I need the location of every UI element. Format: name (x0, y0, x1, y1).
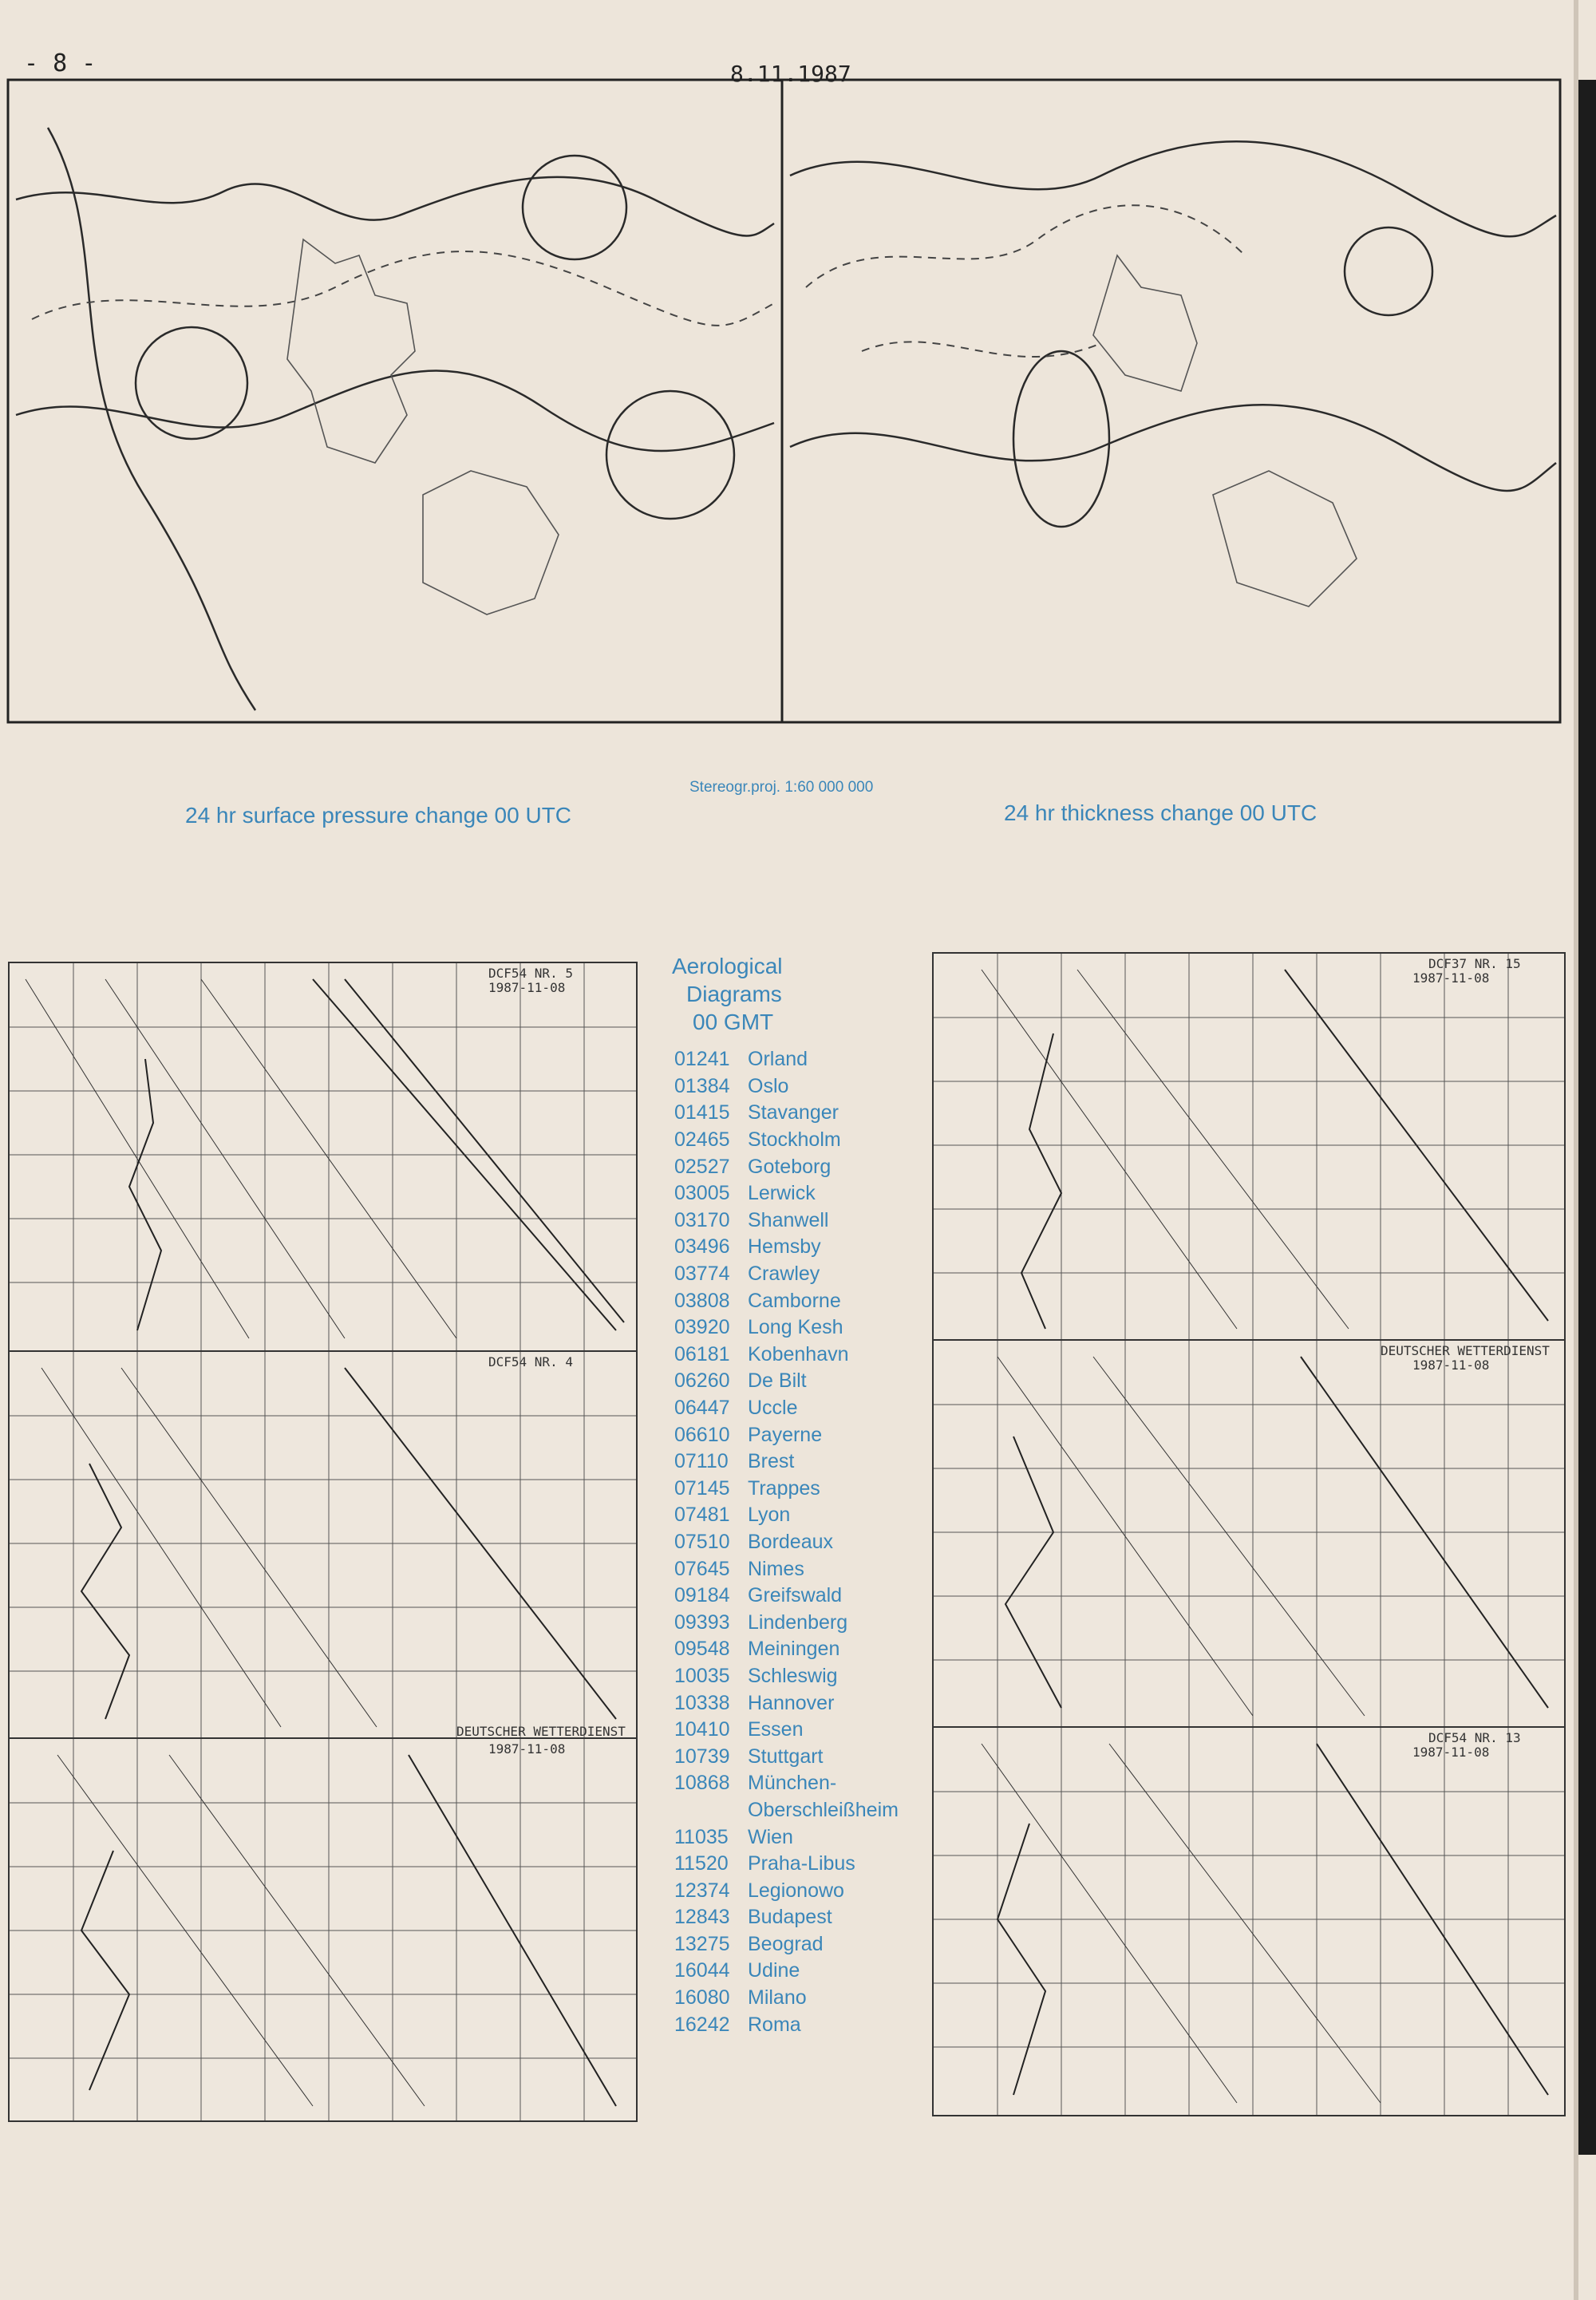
station-row (674, 1476, 899, 1503)
station-row (674, 1609, 899, 1636)
station-row (674, 1529, 899, 1556)
page-number: - 8 - (24, 49, 97, 77)
station-code: 11035 (674, 1825, 729, 1848)
station-code: 07110 (674, 1450, 729, 1473)
station-code: 13275 (674, 1932, 730, 1955)
station-row (674, 1207, 899, 1235)
station-row (674, 1180, 899, 1207)
aerological-title-line3: 00 GMT (693, 1010, 774, 1034)
station-name: Udine (748, 1959, 800, 1982)
station-row (674, 1958, 899, 1985)
diagram-date: 1987-11-08 (1412, 1357, 1490, 1373)
station-code: 06610 (674, 1423, 730, 1446)
station-row (674, 1770, 899, 1797)
station-code: 01415 (674, 1101, 730, 1124)
station-code: 07481 (674, 1504, 730, 1527)
station-name: Beograd (748, 1932, 824, 1955)
diagram-date: 1987-11-08 (1412, 1745, 1490, 1760)
station-code: 03496 (674, 1235, 730, 1259)
station-code: 09548 (674, 1638, 730, 1661)
station-code: 09184 (674, 1584, 730, 1607)
station-name: Stockholm (748, 1128, 841, 1152)
station-code: 11520 (674, 1852, 729, 1875)
station-code: 02527 (674, 1155, 730, 1178)
station-name: Wien (748, 1825, 793, 1848)
map-projection-label: Stereogr.proj. 1:60 000 000 (689, 779, 874, 796)
station-name: Roma (748, 2013, 801, 2036)
station-row (674, 1851, 899, 1878)
station-name: Schleswig (748, 1664, 838, 1687)
station-code: 02465 (674, 1128, 730, 1152)
station-name: München- (748, 1772, 837, 1795)
station-name: Trappes (748, 1476, 820, 1500)
diagram-date: 1987-11-08 (488, 1741, 566, 1757)
station-code: 12843 (674, 1906, 730, 1929)
station-name: Camborne (748, 1289, 841, 1312)
station-name: Kobenhavn (748, 1342, 849, 1365)
station-row (674, 1824, 899, 1851)
station-code: 09393 (674, 1610, 730, 1634)
station-row (674, 1583, 899, 1610)
station-code: 03920 (674, 1316, 730, 1339)
station-name: Orland (748, 1048, 808, 1071)
aerological-title-line1: Aerological (672, 954, 783, 978)
station-name: Stuttgart (748, 1745, 824, 1768)
station-code: 01241 (674, 1048, 730, 1071)
station-row (674, 1395, 899, 1422)
station-row (674, 1743, 899, 1770)
station-row (674, 1502, 899, 1529)
station-code: 10868 (674, 1772, 730, 1795)
station-code: 06260 (674, 1369, 730, 1393)
station-name: Budapest (748, 1906, 832, 1929)
station-name: Hemsby (748, 1235, 821, 1259)
binding-spine (1578, 80, 1596, 2155)
station-code: 03774 (674, 1263, 730, 1286)
station-row (674, 1368, 899, 1395)
weather-maps (0, 80, 1576, 730)
station-code: 10035 (674, 1664, 730, 1687)
station-row (674, 1342, 899, 1369)
station-name: Uccle (748, 1397, 798, 1420)
station-row (674, 1877, 899, 1904)
station-name: De Bilt (748, 1369, 807, 1393)
station-code: 06181 (674, 1342, 730, 1365)
station-code: 03170 (674, 1208, 730, 1231)
station-name: Hannover (748, 1691, 835, 1714)
station-row (674, 1073, 899, 1101)
station-row (674, 1314, 899, 1342)
station-name: Milano (748, 1986, 807, 2010)
station-row (674, 1448, 899, 1476)
station-row (674, 1421, 899, 1448)
diagram-date: 1987-11-08 (1412, 970, 1490, 986)
station-row (674, 1797, 899, 1824)
station-name: Oslo (748, 1074, 789, 1097)
station-name: Nimes (748, 1557, 804, 1580)
station-name: Lerwick (748, 1182, 816, 1205)
station-code: 16044 (674, 1959, 730, 1982)
station-row (674, 1127, 899, 1154)
station-code: 03005 (674, 1182, 730, 1205)
diagram-label: DCF54 NR. 4 (488, 1354, 573, 1369)
station-name: Essen (748, 1718, 804, 1741)
thickness-change-caption: 24 hr thickness change 00 UTC (1004, 800, 1317, 825)
station-name: Brest (748, 1450, 795, 1473)
station-code: 07645 (674, 1557, 730, 1580)
station-row (674, 2011, 899, 2038)
surface-pressure-caption: 24 hr surface pressure change 00 UTC (185, 803, 572, 828)
station-row (674, 1904, 899, 1931)
station-name: Oberschleißheim (748, 1798, 899, 1821)
aerological-diagram-right-bottom (932, 1726, 1566, 2116)
station-name: Lindenberg (748, 1610, 848, 1634)
station-name: Legionowo (748, 1879, 844, 1902)
aerological-diagram-left-bottom (8, 1724, 638, 2122)
station-code: 16080 (674, 1986, 730, 2010)
station-row (674, 1985, 899, 2012)
station-code: 07145 (674, 1476, 730, 1500)
diagram-label: DCF37 NR. 15 (1428, 956, 1521, 971)
station-row (674, 1636, 899, 1663)
station-row (674, 1261, 899, 1288)
station-code: 16242 (674, 2013, 730, 2036)
station-row (674, 1931, 899, 1958)
station-name: Meiningen (748, 1638, 840, 1661)
aerological-diagram-right-mid (932, 1339, 1566, 1729)
station-name: Payerne (748, 1423, 823, 1446)
station-code: 10410 (674, 1718, 730, 1741)
station-row (674, 1234, 899, 1261)
station-name: Stavanger (748, 1101, 839, 1124)
station-code: 12374 (674, 1879, 730, 1902)
aerological-title (672, 952, 783, 1036)
diagram-date: 1987-11-08 (488, 980, 566, 995)
station-name: Crawley (748, 1263, 820, 1286)
station-code: 07510 (674, 1530, 730, 1553)
station-row (674, 1689, 899, 1717)
station-code: 01384 (674, 1074, 730, 1097)
aerological-diagram-right-top (932, 952, 1566, 1342)
diagram-label: DCF54 NR. 13 (1428, 1730, 1521, 1745)
station-name: Greifswald (748, 1584, 843, 1607)
station-code: 10338 (674, 1691, 730, 1714)
aerological-diagram-left-top (8, 962, 638, 1354)
station-code: 06447 (674, 1397, 730, 1420)
diagram-label: DEUTSCHER WETTERDIENST (1381, 1343, 1550, 1358)
station-row (674, 1555, 899, 1583)
station-name: Shanwell (748, 1208, 829, 1231)
station-name: Goteborg (748, 1155, 832, 1178)
station-row (674, 1046, 899, 1073)
station-name: Long Kesh (748, 1316, 843, 1339)
diagram-label: DCF54 NR. 5 (488, 966, 573, 981)
diagram-label: DEUTSCHER WETTERDIENST (456, 1724, 626, 1739)
station-code: 10739 (674, 1745, 730, 1768)
station-list (674, 1046, 899, 2038)
station-name: Bordeaux (748, 1530, 834, 1553)
station-row (674, 1153, 899, 1180)
station-name: Praha-Libus (748, 1852, 855, 1875)
station-row (674, 1100, 899, 1127)
aerological-title-line2: Diagrams (686, 982, 782, 1006)
page-date: 8.11.1987 (730, 61, 851, 87)
station-row (674, 1663, 899, 1690)
station-code: 03808 (674, 1289, 730, 1312)
station-name: Lyon (748, 1504, 791, 1527)
aerological-diagram-left-mid (8, 1350, 638, 1741)
station-row (674, 1287, 899, 1314)
station-row (674, 1717, 899, 1744)
